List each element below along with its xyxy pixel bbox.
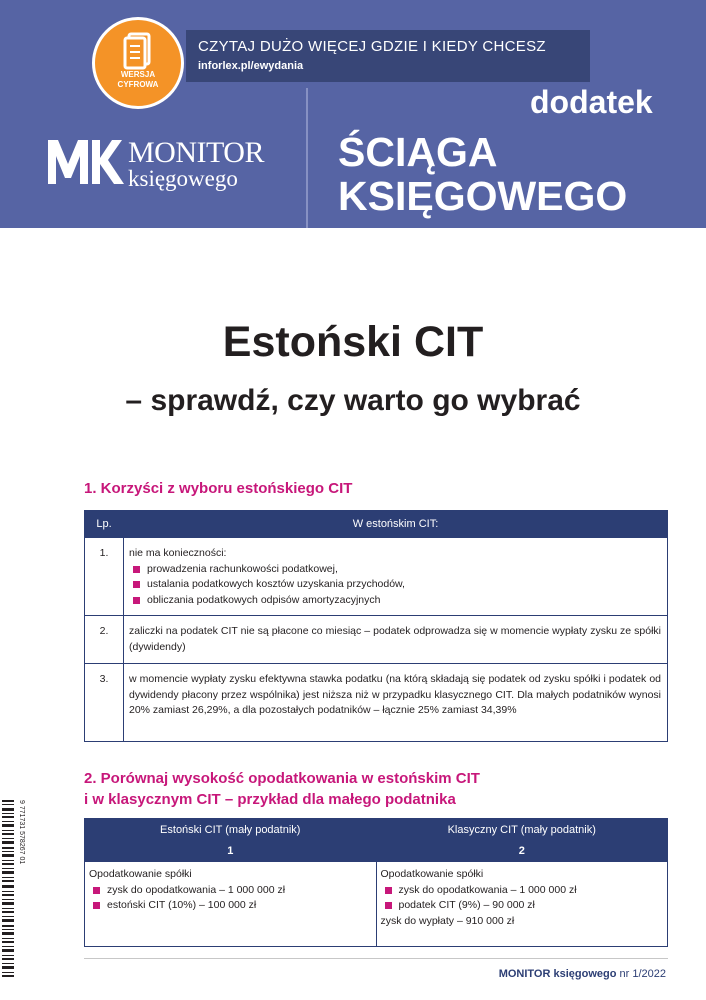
mk-logo-icon [46,136,126,186]
bullet-square-icon [93,887,100,894]
section1-heading: 1. Korzyści z wyboru estońskiego CIT [84,480,353,497]
publication-title-line2: KSIĘGOWEGO [338,173,628,219]
promo-box[interactable] [186,30,590,82]
table-header-row [85,819,668,841]
footer-divider [84,958,668,959]
section2-heading-line2: i w klasycznym CIT – przykład dla małego podatnika [84,791,456,808]
column-header-classic: Klasyczny CIT (mały podatnik) [376,819,668,841]
list-item: zysk do opodatkowania – 1 000 000 zł [381,883,664,899]
list-item: ustalania podatkowych kosztów uzyskania przychodów, [129,577,661,593]
barcode-number: 9 771731 578267 01 [18,800,25,865]
footer-brand: MONITOR księgowego [498,968,617,980]
bullet-list [381,883,664,914]
list-item: podatek CIT (9%) – 90 000 zł [381,898,664,914]
section2-heading-line1: 2. Porównaj wysokość opodatkowania w estońskim CIT [84,770,480,787]
row-intro: nie ma konieczności: [129,547,227,559]
bullet-square-icon [133,597,140,604]
footer-issue-label [499,968,666,980]
badge-label [95,70,181,90]
logo-ksiegowego-text: księgowego [128,166,238,191]
promo-headline: CZYTAJ DUŻO WIĘCEJ GDZIE I KIEDY CHCESZ [198,38,546,55]
table-row [85,616,668,664]
bullet-list [89,883,372,914]
logo-monitor-text: MONITOR [128,136,264,169]
document-icon [121,32,157,72]
benefits-table [84,510,668,742]
bullet-list [129,562,661,609]
digital-version-badge[interactable] [92,17,184,109]
header-banner [0,0,706,228]
badge-label-line1: WERSJA [120,70,156,79]
row-text: zaliczki na podatek CIT nie są płacone co miesiąc – podatek odprowadza się w momencie wypłaty zysku ze spółki (dywidendy) [124,616,668,664]
cell-intro: Opodatkowanie spółki [380,868,484,880]
row-text: w momencie wypłaty zysku efektywna stawka podatku (na którą składają się podatek od zysku spółki i podatek od dywidendy płacony przez wspólnika) jest niższa niż w przypadku klasycznego CIT. Dla małych podatników wynosi 20% zamiast 26,29%, a dla pozostałych podatników – łącznie 25% zamiast 34,39% [124,664,668,742]
column-number-row [85,841,668,862]
cell-extra-line: zysk do wypłaty – 910 000 zł [380,914,515,927]
bullet-square-icon [133,566,140,573]
column-header-lp: Lp. [85,511,124,538]
table-row [85,862,668,947]
row-text [124,538,668,616]
comparison-table [84,818,668,947]
bullet-square-icon [133,581,140,588]
list-item: prowadzenia rachunkowości podatkowej, [129,562,661,578]
publication-title [338,130,627,218]
page-subtitle: – sprawdź, czy warto go wybrać [125,384,581,417]
header-divider [306,88,308,228]
column-header-estonian: Estoński CIT (mały podatnik) [85,819,377,841]
table-header-row [85,511,668,538]
column-header-main: W estońskim CIT: [124,511,668,538]
row-number: 2. [85,616,124,664]
page-title: Estoński CIT [222,318,484,366]
list-item: obliczania podatkowych odpisów amortyzacyjnych [129,593,661,609]
row-number: 1. [85,538,124,616]
table-row [85,664,668,742]
table-row [85,538,668,616]
barcode-icon [2,800,25,980]
cell-intro: Opodatkowanie spółki [89,868,192,880]
bullet-square-icon [385,887,392,894]
list-item: zysk do opodatkowania – 1 000 000 zł [89,883,372,899]
promo-link[interactable]: inforlex.pl/ewydania [198,60,304,72]
badge-label-line2: CYFROWA [117,80,159,89]
list-item: estoński CIT (10%) – 100 000 zł [89,898,372,914]
publication-title-line1: ŚCIĄGA [338,129,498,175]
bullet-square-icon [385,902,392,909]
column-number-1: 1 [85,841,377,862]
bullet-square-icon [93,902,100,909]
column-number-2: 2 [376,841,668,862]
row-number: 3. [85,664,124,742]
section2-heading [84,768,480,810]
estonian-cit-cell [85,862,377,947]
classic-cit-cell [376,862,668,947]
supplement-label: dodatek [530,84,653,120]
footer-issue: nr 1/2022 [616,968,666,980]
